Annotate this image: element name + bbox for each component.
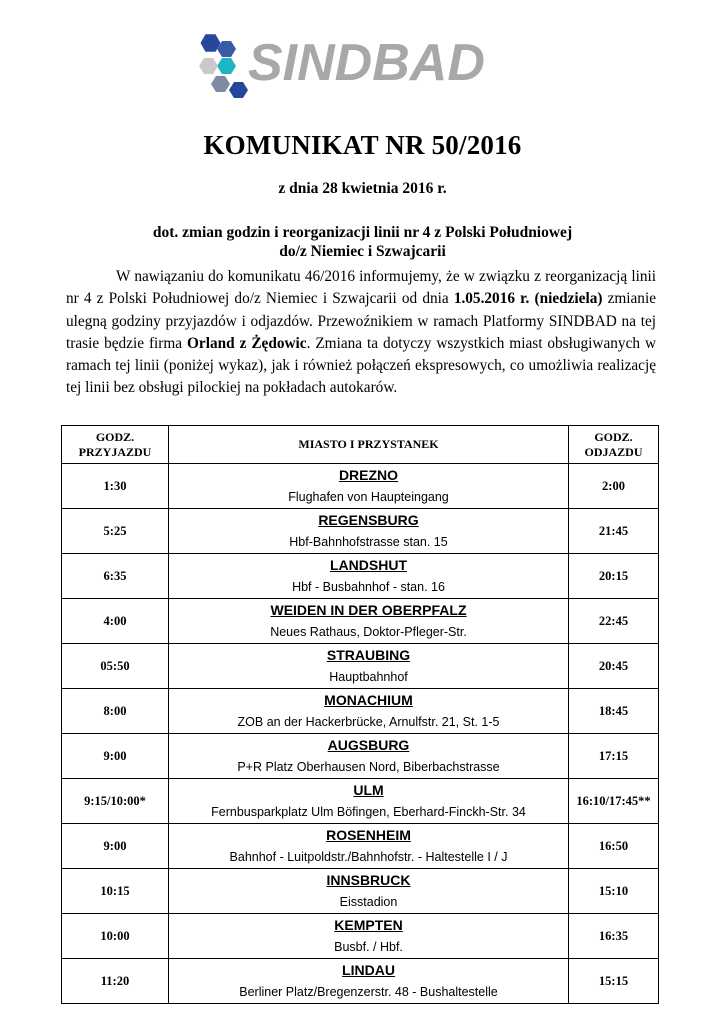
- city-cell: [169, 779, 569, 824]
- departure-time: 2:00: [569, 464, 659, 509]
- city-name: STRAUBING: [326, 646, 411, 663]
- table-row: [62, 959, 659, 1004]
- city-cell: [169, 824, 569, 869]
- city-cell: [169, 644, 569, 689]
- intro-text-1: W nawiązaniu do komunikatu 46/2016 informujemy, że w związku z reorganizacją linii nr 4 z Polski Południowej do/z Niemiec i Szwajcarii od dnia: [66, 268, 656, 308]
- arrival-time: 9:15/10:00*: [62, 779, 169, 824]
- stop-name: Busbf. / Hbf.: [334, 939, 403, 954]
- city-name: KEMPTEN: [334, 916, 403, 933]
- announcement-subject: [0, 223, 725, 261]
- intro-carrier: Orland z Żędowic: [187, 334, 307, 352]
- intro-paragraph: [66, 266, 656, 400]
- logo-text: SINDBAD: [248, 34, 485, 92]
- departure-time: 15:10: [569, 869, 659, 914]
- city-cell: [169, 914, 569, 959]
- departure-time: 21:45: [569, 509, 659, 554]
- city-cell: [169, 959, 569, 1004]
- stop-name: P+R Platz Oberhausen Nord, Biberbachstrasse: [237, 759, 500, 774]
- stop-name: Hbf-Bahnhofstrasse stan. 15: [289, 534, 448, 549]
- city-cell: [169, 869, 569, 914]
- arrival-time: 6:35: [62, 554, 169, 599]
- arrival-time: 1:30: [62, 464, 169, 509]
- sindbad-logo: [186, 28, 486, 108]
- table-row: [62, 869, 659, 914]
- arrival-time: 05:50: [62, 644, 169, 689]
- city-cell: [169, 509, 569, 554]
- table-row: [62, 914, 659, 959]
- table-row: [62, 599, 659, 644]
- city-cell: [169, 554, 569, 599]
- departure-time: 18:45: [569, 689, 659, 734]
- city-name: INNSBRUCK: [326, 871, 411, 888]
- table-row: [62, 554, 659, 599]
- stop-name: Hbf - Busbahnhof - stan. 16: [292, 579, 445, 594]
- stop-name: Bahnhof - Luitpoldstr./Bahnhofstr. - Haltestelle I / J: [229, 849, 508, 864]
- table-row: [62, 779, 659, 824]
- arrival-time: 9:00: [62, 824, 169, 869]
- city-name: REGENSBURG: [318, 511, 419, 528]
- header-departure-line1: GODZ.: [594, 429, 633, 444]
- stop-name: Fernbusparkplatz Ulm Böfingen, Eberhard-Finckh-Str. 34: [211, 804, 526, 819]
- hexagon-logo-icon: [186, 28, 486, 108]
- city-name: LANDSHUT: [330, 556, 407, 573]
- arrival-time: 4:00: [62, 599, 169, 644]
- page-title: KOMUNIKAT NR 50/2016: [203, 130, 522, 160]
- header-arrival: [62, 426, 169, 464]
- intro-text-2: zmianie ulegną godziny przyjazdów i odjazdów. Przewoźnikiem w ramach Platformy SINDBAD na tej trasie będzie firma: [66, 290, 656, 352]
- arrival-time: 5:25: [62, 509, 169, 554]
- table-row: [62, 644, 659, 689]
- subject-line-1: dot. zmian godzin i reorganizacji linii nr 4 z Polski Południowej: [152, 224, 573, 241]
- header-city: MIASTO I PRZYSTANEK: [169, 426, 569, 464]
- schedule-table: [61, 425, 659, 1004]
- header-departure: [569, 426, 659, 464]
- city-cell: [169, 599, 569, 644]
- city-cell: [169, 734, 569, 779]
- departure-time: 15:15: [569, 959, 659, 1004]
- city-name: AUGSBURG: [327, 736, 410, 753]
- departure-time: 17:15: [569, 734, 659, 779]
- city-name: MONACHIUM: [324, 691, 413, 708]
- city-cell: [169, 689, 569, 734]
- departure-time: 22:45: [569, 599, 659, 644]
- subject-line-2: do/z Niemiec i Szwajcarii: [279, 243, 446, 260]
- departure-time: 20:45: [569, 644, 659, 689]
- departure-time: 16:50: [569, 824, 659, 869]
- arrival-time: 10:00: [62, 914, 169, 959]
- arrival-time: 9:00: [62, 734, 169, 779]
- departure-time: 16:35: [569, 914, 659, 959]
- departure-time: 16:10/17:45**: [569, 779, 659, 824]
- stop-name: ZOB an der Hackerbrücke, Arnulfstr. 21, St. 1-5: [237, 714, 500, 729]
- arrival-time: 11:20: [62, 959, 169, 1004]
- table-row: [62, 824, 659, 869]
- table-header-row: [62, 426, 659, 464]
- city-name: ULM: [353, 781, 384, 798]
- stop-name: Flughafen von Haupteingang: [288, 489, 449, 504]
- city-name: LINDAU: [342, 961, 395, 978]
- arrival-time: 10:15: [62, 869, 169, 914]
- stop-name: Neues Rathaus, Doktor-Pfleger-Str.: [270, 624, 467, 639]
- table-row: [62, 689, 659, 734]
- table-row: [62, 509, 659, 554]
- city-name: DREZNO: [338, 466, 399, 483]
- city-name: WEIDEN IN DER OBERPFALZ: [270, 601, 467, 618]
- table-row: [62, 464, 659, 509]
- intro-text-3: . Zmiana ta dotyczy wszystkich miast obsługiwanych w ramach tej linii (poniżej wykaz), jak i również połączeń ekspresowych, co umożliwia realizację tej linii bez obsługi pilockiej na pokładach autokarów.: [66, 334, 657, 397]
- stop-name: Hauptbahnhof: [329, 669, 408, 684]
- header-arrival-line2: PRZYJAZDU: [78, 444, 152, 459]
- header-departure-line2: ODJAZDU: [584, 444, 643, 459]
- city-cell: [169, 464, 569, 509]
- stop-name: Eisstadion: [339, 894, 398, 909]
- header-arrival-line1: GODZ.: [95, 429, 135, 444]
- stop-name: Berliner Platz/Bregenzerstr. 48 - Bushaltestelle: [239, 984, 498, 999]
- arrival-time: 8:00: [62, 689, 169, 734]
- city-name: ROSENHEIM: [326, 826, 411, 843]
- table-row: [62, 734, 659, 779]
- announcement-date: z dnia 28 kwietnia 2016 r.: [278, 180, 447, 197]
- departure-time: 20:15: [569, 554, 659, 599]
- intro-effective-date: 1.05.2016 r. (niedziela): [453, 290, 603, 308]
